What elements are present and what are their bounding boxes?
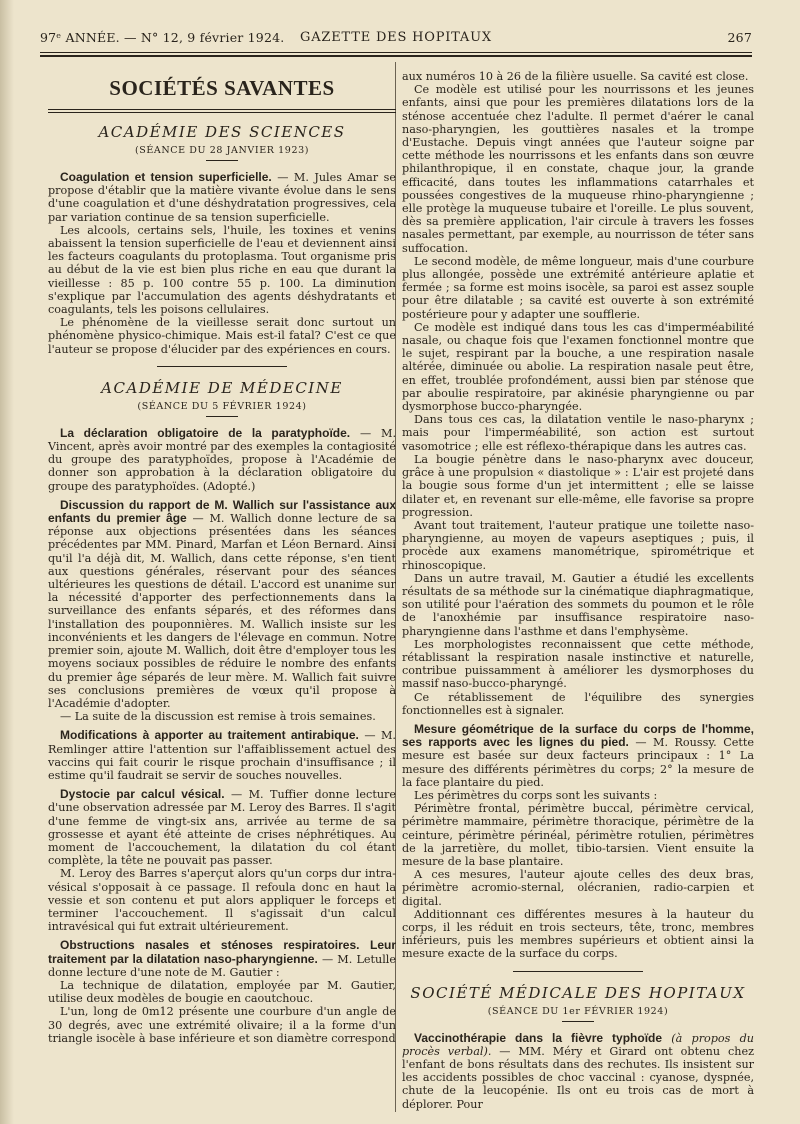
article-paragraph: Modifications à apporter au traitement antirabique. — M. Remlinger attire l'attention sur l'affaiblissement actuel des vaccins qui fait courir le risque prochain d'insuffisance ; il estime qu'il faudrait se servir de souches nouvelles.: [48, 728, 396, 782]
article-paragraph: Périmètre frontal, périmètre buccal, périmètre cervical, périmètre mammaire, périmètre thoracique, périmètre de la ceinture, périmètre périnéal, périmètre rotulien, périmètres de la jarretière, du mollet, tibio-tarsien. Vient ensuite la mesure de la base plantaire.: [402, 802, 754, 868]
main-title: SOCIÉTÉS SAVANTES: [109, 76, 335, 100]
article-paragraph: Ce modèle est utilisé pour les nourrissons et les jeunes enfants, ainsi que pour les premières dilatations lors de la sténose accentuée chez l'adulte. Il permet d'aérer le canal naso-pharyngien, les gouttières nasales et la trompe d'Eustache. Depuis vingt années que l'auteur soigne par cette méthode les nourrissons et les enfants dans son œuvre philanthropique, il en constate, chaque jour, la grande efficacité, dans toutes les inflammations catarrhales et poussées congestives de la muqueuse rhino-pharyngienne ; elle protège la muqueuse tubaire et l'oreille. Le plus souvent, dès sa première application, l'air circule à travers les fosses nasales permettant, par exemple, au nourrisson de téter sans suffocation.: [402, 83, 754, 255]
title-rule: [48, 109, 396, 113]
section-date-medecine: (SÉANCE DU 5 FÉVRIER 1924): [137, 400, 307, 412]
article-paragraph: A ces mesures, l'auteur ajoute celles des deux bras, périmètre acromio-sternal, olécranien, radio-carpien et digital.: [402, 868, 754, 908]
short-rule: [562, 1021, 594, 1022]
article-heading: Coagulation et tension superficielle.: [60, 170, 272, 184]
section-rule: [157, 366, 287, 367]
page-number: 267: [727, 30, 752, 45]
article-paragraph: aux numéros 10 à 26 de la filière usuelle. Sa cavité est close.: [402, 70, 749, 83]
article-paragraph: Le phénomène de la vieillesse serait donc surtout un phénomène physico-chimique. Mais est-il fatal? C'est ce que l'auteur se propose d'élucider par des expériences en cours.: [48, 316, 396, 356]
article-paragraph: Ce rétablissement de l'équilibre des synergies fonctionnelles est à signaler.: [402, 690, 754, 717]
article-paragraph: Dystocie par calcul vésical. — M. Tuffier donne lecture d'une observation adressée par M. Leroy des Barres. Il s'agit d'une femme de vingt-six ans, arrivée au terme de sa grossesse et ayant été atteinte de crises néphrétiques. Au moment de l'accouchement, la dilatation du col étant complète, la tête ne pouvait pas passer.: [48, 787, 396, 868]
article-paragraph: Dans tous ces cas, la dilatation ventile le naso-pharynx ; mais pour l'imperméabilité, son action est surtout vasomotrice ; elle est réflexo-thérapique dans les autres cas.: [402, 413, 754, 453]
section-date-smh: (SÉANCE DU 1er FÉVRIER 1924): [487, 1005, 669, 1017]
short-rule: [206, 160, 238, 161]
article-paragraph: La technique de dilatation, employée par M. Gautier, utilise deux modèles de bougie en caoutchouc.: [48, 978, 396, 1006]
article-heading: La déclaration obligatoire de la paratyphoïde.: [60, 425, 351, 440]
section-title-medecine: ACADÉMIE DE MÉDECINE: [101, 378, 343, 397]
section-title-smh: SOCIÉTÉ MÉDICALE DES HOPITAUX: [410, 983, 746, 1002]
article-paragraph: Les alcools, certains sels, l'huile, les toxines et venins abaissent la tension superficielle de l'eau et deviennent ainsi les facteurs coagulants du protoplasma. Tout organisme pris au début de la vie est bien plus riche en eau que durant la vieillesse : 85 p. 100 contre 55 p. 100. La diminution s'explique par l'accumulation des agents déshydratants et coagulants, tels les poisons cellulaires.: [48, 223, 396, 317]
short-rule: [206, 416, 238, 417]
article-paragraph: Mesure géométrique de la surface du corps de l'homme, ses rapports avec les lignes du pied. — M. Roussy. Cette mesure est basée sur deux facteurs principaux : 1° La mesure des différents périmètres du corps; 2° la mesure de la face plantaire du pied.: [402, 721, 754, 789]
article-heading: Discussion du rapport de M. Wallich sur l'assistance aux enfants du premier âge: [48, 497, 396, 526]
header-rule-thick: [40, 55, 752, 57]
article-heading: Modifications à apporter au traitement antirabique.: [60, 728, 359, 743]
section-date-sciences: (SÉANCE DU 28 JANVIER 1923): [134, 145, 310, 156]
right-column: [402, 70, 754, 1111]
issue-info: 97ᵉ ANNÉE. — N° 12, 9 février 1924.: [40, 30, 285, 45]
article-heading: Mesure géométrique de la surface du corps de l'homme, ses rapports avec les lignes du pied.: [402, 721, 754, 750]
journal-title: GAZETTE DES HOPITAUX: [300, 30, 492, 45]
article-heading: Dystocie par calcul vésical.: [60, 787, 225, 802]
article-paragraph: Obstructions nasales et sténoses respiratoires. Leur traitement par la dilatation naso-pharyngienne. — M. Letulle donne lecture d'une note de M. Gautier :: [48, 938, 396, 979]
section-rule: [513, 971, 643, 972]
article-paragraph: La déclaration obligatoire de la paratyphoïde. — M. Vincent, après avoir montré par des exemples la contagiosité du groupe des paratyphoïdes, propose à l'Académie de donner son approbation à la déclaration obligatoire du groupe des paratyphoïdes. (Adopté.): [48, 425, 396, 493]
section-title-sciences: ACADÉMIE DES SCIENCES: [98, 123, 346, 141]
article-paragraph: Avant tout traitement, l'auteur pratique une toilette naso-pharyngienne, au moyen de vapeurs aseptiques ; puis, il procède aux examens manométrique, spirométrique et rhinoscopique.: [402, 518, 754, 572]
page-edge: [0, 0, 14, 1124]
header-rule: [40, 52, 752, 53]
article-heading: Obstructions nasales et sténoses respiratoires. Leur traitement par la dilatation naso-pharyngienne.: [48, 938, 396, 966]
article-paragraph: Discussion du rapport de M. Wallich sur l'assistance aux enfants du premier âge — M. Wallich donne lecture de sa réponse aux objections présentées dans les séances précédentes par MM. Pinard, Marfan et Léon Bernard. Ainsi qu'il l'a déjà dit, M. Wallich, dans cette réponse, s'en tient aux questions générales, réservant pour des séances ultérieures les questions de détail. L'accord est unanime sur la nécessité d'apporter des perfectionnements dans la surveillance des enfants séparés, et des réformes dans l'installation des pouponnières. M. Wallich insiste sur les inconvénients et les dangers de l'élevage en commun. Notre premier soin, ajoute M. Wallich, doit être d'employer tous les moyens sociaux possibles de réduire le nombre des enfants du premier âge séparés de leur mère. M. Wallich fait suivre ses conclusions premières de vœux qu'il propose à l'Académie d'adopter.: [48, 497, 396, 710]
page-header: [40, 30, 752, 50]
left-column: [48, 70, 396, 1045]
article-paragraph: La bougie pénètre dans le naso-pharynx avec douceur, grâce à une propulsion « diastolique » : L'air est projeté dans la bougie sous forme d'un jet intermittent ; elle se laisse dilater et, en revenant sur elle-même, elle favorise sa propre progression.: [402, 452, 754, 519]
article-paragraph: Le second modèle, de même longueur, mais d'une courbure plus allongée, possède une extrémité antérieure aplatie et fermée ; sa forme est moins isocèle, sa paroi est assez souple pour être dilatable ; sa cavité est ouverte à son extrémité postérieure pour y adapter une soufflerie.: [402, 254, 754, 321]
article-paragraph: Vaccinothérapie dans la fièvre typhoïde (à propos du procès verbal). — MM. Méry et Girard ont obtenu chez l'enfant de bons résultats dans des rechutes. Ils insistent sur les accidents possibles de choc vaccinal : cyanose, dyspnée, chute de la leucopénie. Ils ont eu trois cas de mort à déplorer. Pour: [402, 1030, 754, 1111]
article-paragraph: Les morphologistes reconnaissent que cette méthode, rétablissant la respiration nasale instinctive et naturelle, contribue puissamment à améliorer les dysmorphoses du massif naso-bucco-pharyngé.: [402, 637, 754, 691]
article-paragraph: L'un, long de 0m12 présente une courbure d'un angle de 30 degrés, avec une extrémité olivaire; il a la forme d'un triangle isocèle à base inférieure et son diamètre correspond: [48, 1005, 396, 1045]
article-paragraph: Les périmètres du corps sont les suivants :: [414, 788, 658, 802]
article-paragraph: Dans un autre travail, M. Gautier a étudié les excellents résultats de sa méthode sur la cinématique diaphragmatique, son utilité pour l'aération des sommets du poumon et le rôle de l'anoxhémie par insuffisance respiratoire naso-pharyngienne dans l'asthme et dans l'emphysème.: [402, 571, 754, 638]
article-paragraph: Additionnant ces différentes mesures à la hauteur du corps, il les réduit en trois secteurs, tête, tronc, membres inférieurs, puis les membres supérieurs et obtient ainsi la mesure exacte de la surface du corps.: [402, 907, 754, 961]
article-heading: Vaccinothérapie dans la fièvre typhoïde: [414, 1030, 663, 1045]
article-paragraph: Coagulation et tension superficielle. — M. Jules Amar se propose d'établir que la matière vivante évolue dans le sens d'une coagulation et d'une déshydratation progressives, cela par variation continue de sa tension superficielle.: [48, 170, 396, 224]
article-paragraph: M. Leroy des Barres s'aperçut alors qu'un corps dur intra-vésical s'opposait à ce passage. Il refoula donc en haut la vessie et son contenu et put alors appliquer le forceps et terminer l'accouchement. Il s'agissait d'un calcul intravésical qui fut extrait ultérieurement.: [48, 867, 396, 934]
article-paragraph: — La suite de la discussion est remise à trois semaines.: [60, 710, 376, 724]
article-paragraph: Ce modèle est indiqué dans tous les cas d'imperméabilité nasale, ou chaque fois que l'examen fonctionnel montre que le sujet, respirant par la bouche, a une respiration nasale altérée, diminuée ou abolie. La respiration nasale peut être, en effet, troublée profondément, aussi bien par sténose que par aboulie respiratoire, par akinésie pharyngienne ou par dysmorphose bucco-pharyngée.: [402, 320, 754, 414]
